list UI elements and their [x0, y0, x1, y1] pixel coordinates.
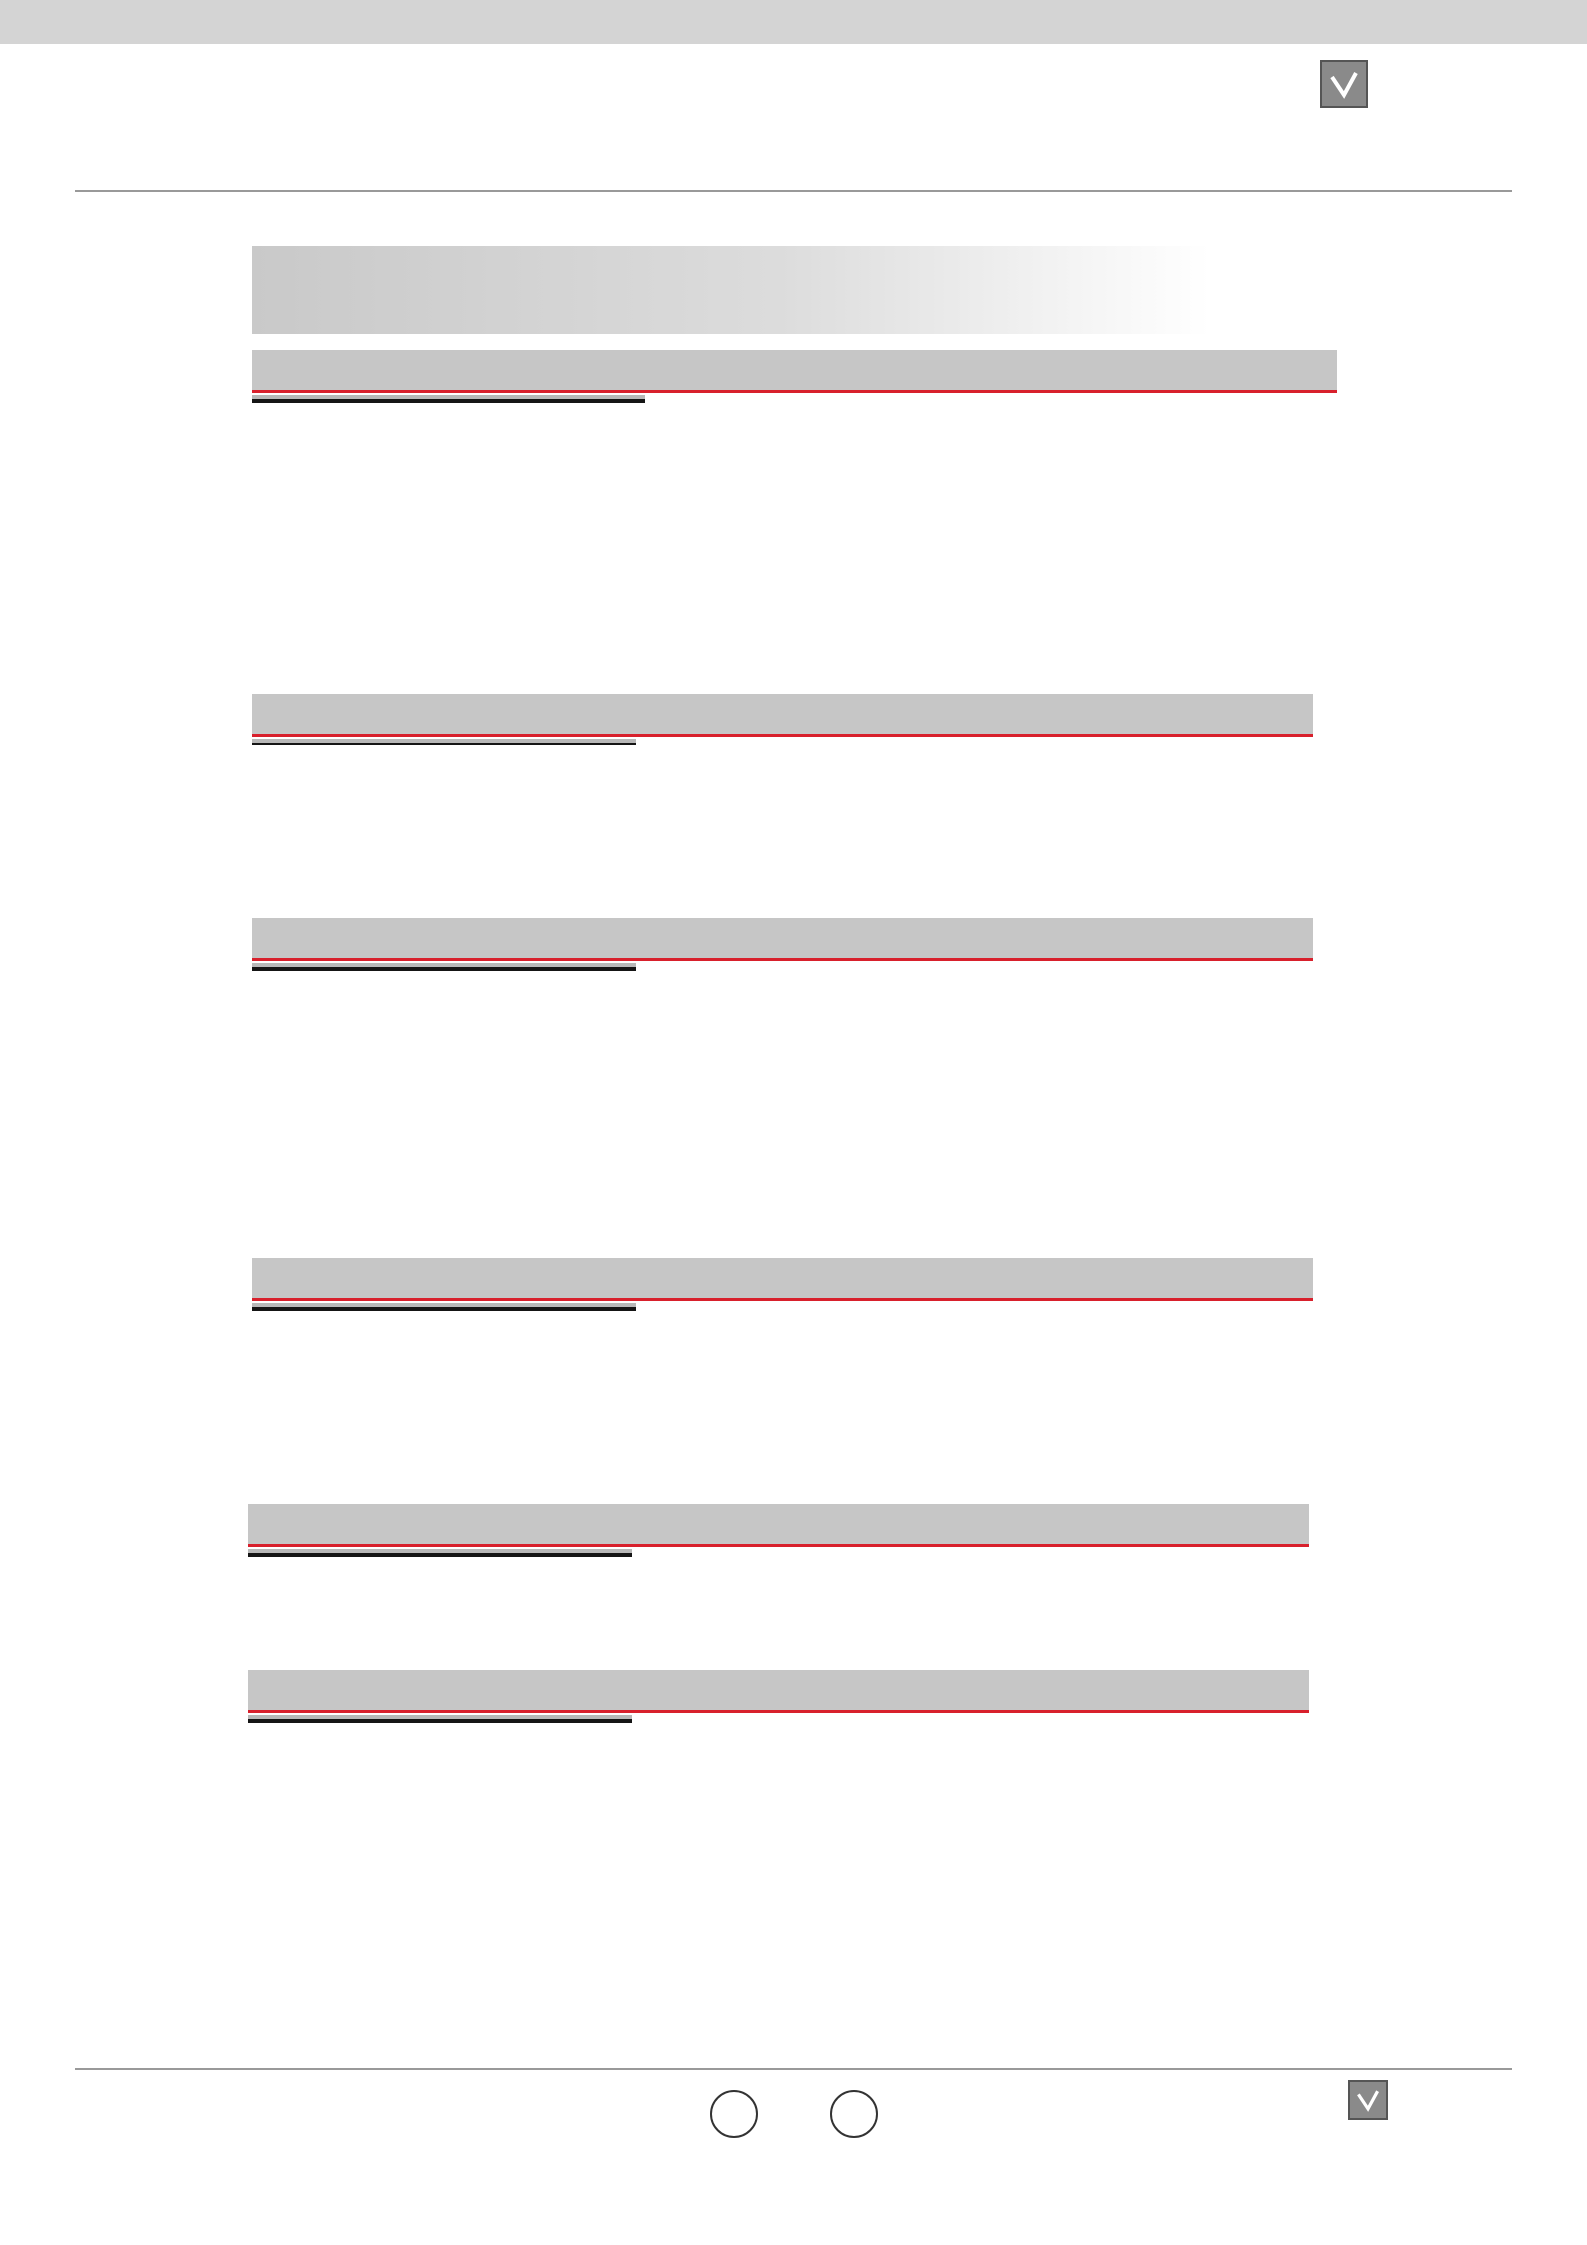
vimar-logo-top	[1320, 60, 1376, 108]
header-rule	[75, 190, 1512, 192]
section-heading	[248, 1504, 1309, 1547]
osd-panel	[248, 1715, 632, 1723]
vimar-mark-icon	[1320, 60, 1368, 108]
osd-panel	[252, 963, 636, 971]
osd-title-banner	[252, 246, 1210, 334]
vimar-logo-bottom	[1348, 2080, 1396, 2120]
vimar-mark-icon	[1348, 2080, 1388, 2120]
section-af	[252, 918, 1337, 1168]
osd-panel	[252, 1303, 636, 1311]
footer-rule	[75, 2068, 1512, 2070]
section-heading	[252, 350, 1337, 393]
osd-panel	[252, 739, 636, 745]
section-heading	[252, 1258, 1313, 1301]
section-heading	[248, 1670, 1309, 1713]
section-main-menu	[252, 350, 1337, 690]
osd-panel	[248, 1549, 632, 1557]
section-exposure	[252, 694, 1337, 824]
section-heading	[252, 694, 1313, 737]
top-bar	[0, 0, 1587, 44]
section-awb	[252, 1258, 1337, 1408]
section-heading	[252, 918, 1313, 961]
circle-mark-icon	[830, 2090, 878, 2138]
section-day-night	[248, 1504, 1333, 1614]
osd-panel	[252, 395, 645, 403]
circle-mark-icon	[710, 2090, 758, 2138]
section-image-enhance	[248, 1670, 1333, 1850]
